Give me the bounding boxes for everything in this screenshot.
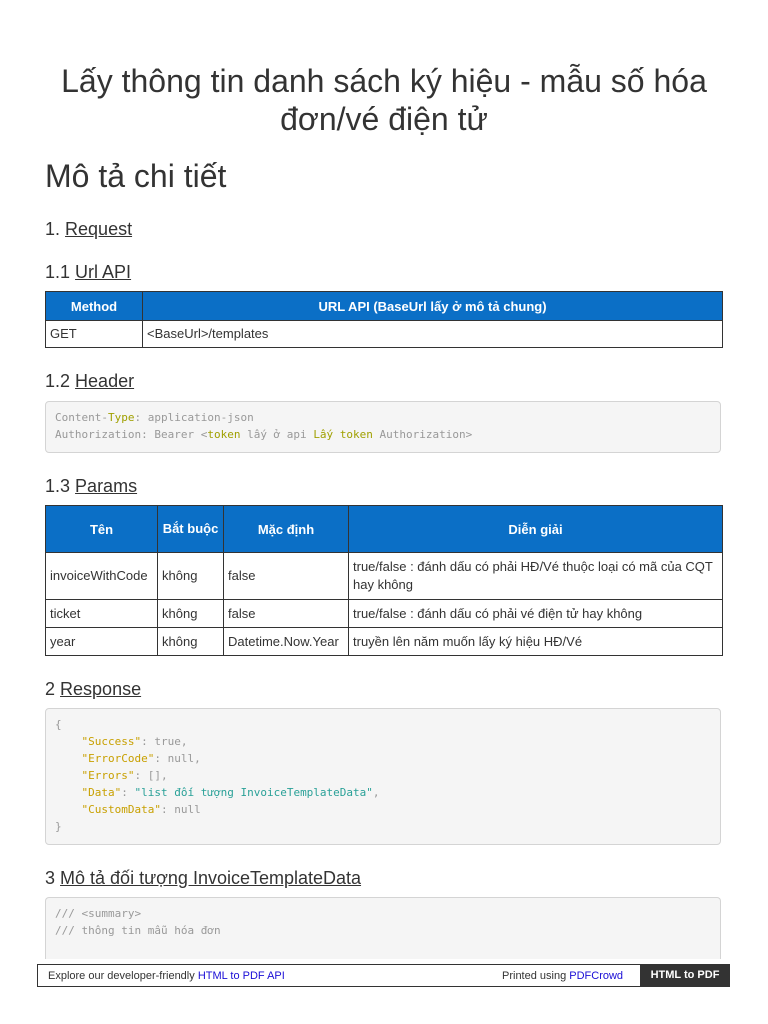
- col-default: Mặc định: [224, 506, 349, 553]
- section-response: 2 Response: [45, 679, 142, 699]
- section-url-api-link[interactable]: Url API: [75, 262, 132, 282]
- json-value: null: [167, 752, 195, 765]
- table-row: invoiceWithCode không false true/false : đánh dấu có phải HĐ/Vé thuộc loại có mã của CQT hay không: [46, 553, 723, 600]
- col-method: Method: [46, 292, 143, 321]
- section-object-link[interactable]: Mô tả đối tượng InvoiceTemplateData: [60, 868, 362, 888]
- col-description: Diễn giải: [349, 506, 723, 553]
- section-request-link[interactable]: Request: [65, 219, 133, 239]
- section-url-api: 1.1 Url API: [45, 262, 132, 282]
- header-code-block: Content-Type: application-json Authorization: Bearer <token lấy ở api Lấy token Authorization>: [45, 401, 721, 453]
- html-to-pdf-button[interactable]: HTML to PDF: [640, 964, 730, 987]
- col-url: URL API (BaseUrl lấy ở mô tả chung): [143, 292, 723, 321]
- page-subtitle: Mô tả chi tiết: [45, 158, 227, 194]
- section-object: 3 Mô tả đối tượng InvoiceTemplateData: [45, 868, 362, 888]
- section-header-link[interactable]: Header: [75, 371, 135, 391]
- json-key: "Data": [81, 786, 122, 799]
- section-request: 1. Request: [45, 219, 133, 239]
- table-row: [46, 321, 723, 348]
- response-code-block: { "Success": true, "ErrorCode": null, "Errors": [], "Data": "list đối tượng InvoiceTemplateData", "CustomData": null }: [45, 708, 721, 845]
- section-header: 1.2 Header: [45, 371, 135, 391]
- table-row: year không Datetime.Now.Year truyền lên năm muốn lấy ký hiệu HĐ/Vé: [46, 628, 723, 656]
- cell-url: <BaseUrl>/templates: [143, 321, 723, 348]
- json-key: "CustomData": [81, 803, 161, 816]
- section-params-link[interactable]: Params: [75, 476, 138, 496]
- json-value: true: [154, 735, 181, 748]
- table-header-row: [46, 292, 723, 321]
- json-key: "Success": [81, 735, 142, 748]
- footer-middle: Printed using PDFCrowd: [502, 970, 624, 982]
- page-title: Lấy thông tin danh sách ký hiệu - mẫu số hóa đơn/vé điện tử: [61, 63, 707, 137]
- html-to-pdf-api-link[interactable]: HTML to PDF API: [197, 970, 285, 982]
- json-key: "Errors": [81, 769, 135, 782]
- params-table: [45, 505, 723, 656]
- pdfcrowd-link[interactable]: PDFCrowd: [569, 970, 624, 982]
- object-code-block: /// <summary> /// thông tin mẫu hóa đơn: [45, 897, 721, 959]
- table-header-row: [46, 506, 723, 553]
- pdfcrowd-footer: [37, 964, 730, 987]
- cell-method: GET: [46, 321, 143, 348]
- col-required: Bắt buộc: [158, 506, 224, 553]
- url-api-table: [45, 291, 723, 348]
- json-value: []: [147, 769, 161, 782]
- section-params: 1.3 Params: [45, 476, 138, 496]
- json-value: null: [174, 803, 201, 816]
- response-json-lines: "Success": true, "ErrorCode": null, "Errors": [], "Data": "list đối tượng InvoiceTemplateData", "CustomData": null: [81, 735, 380, 816]
- json-key: "ErrorCode": [81, 752, 155, 765]
- section-response-link[interactable]: Response: [60, 679, 142, 699]
- json-value: "list đối tượng InvoiceTemplateData": [134, 786, 373, 799]
- footer-left: Explore our developer-friendly HTML to PDF API: [48, 970, 285, 982]
- table-row: ticket không false true/false : đánh dấu có phải vé điện tử hay không: [46, 600, 723, 628]
- col-name: Tên: [46, 506, 158, 553]
